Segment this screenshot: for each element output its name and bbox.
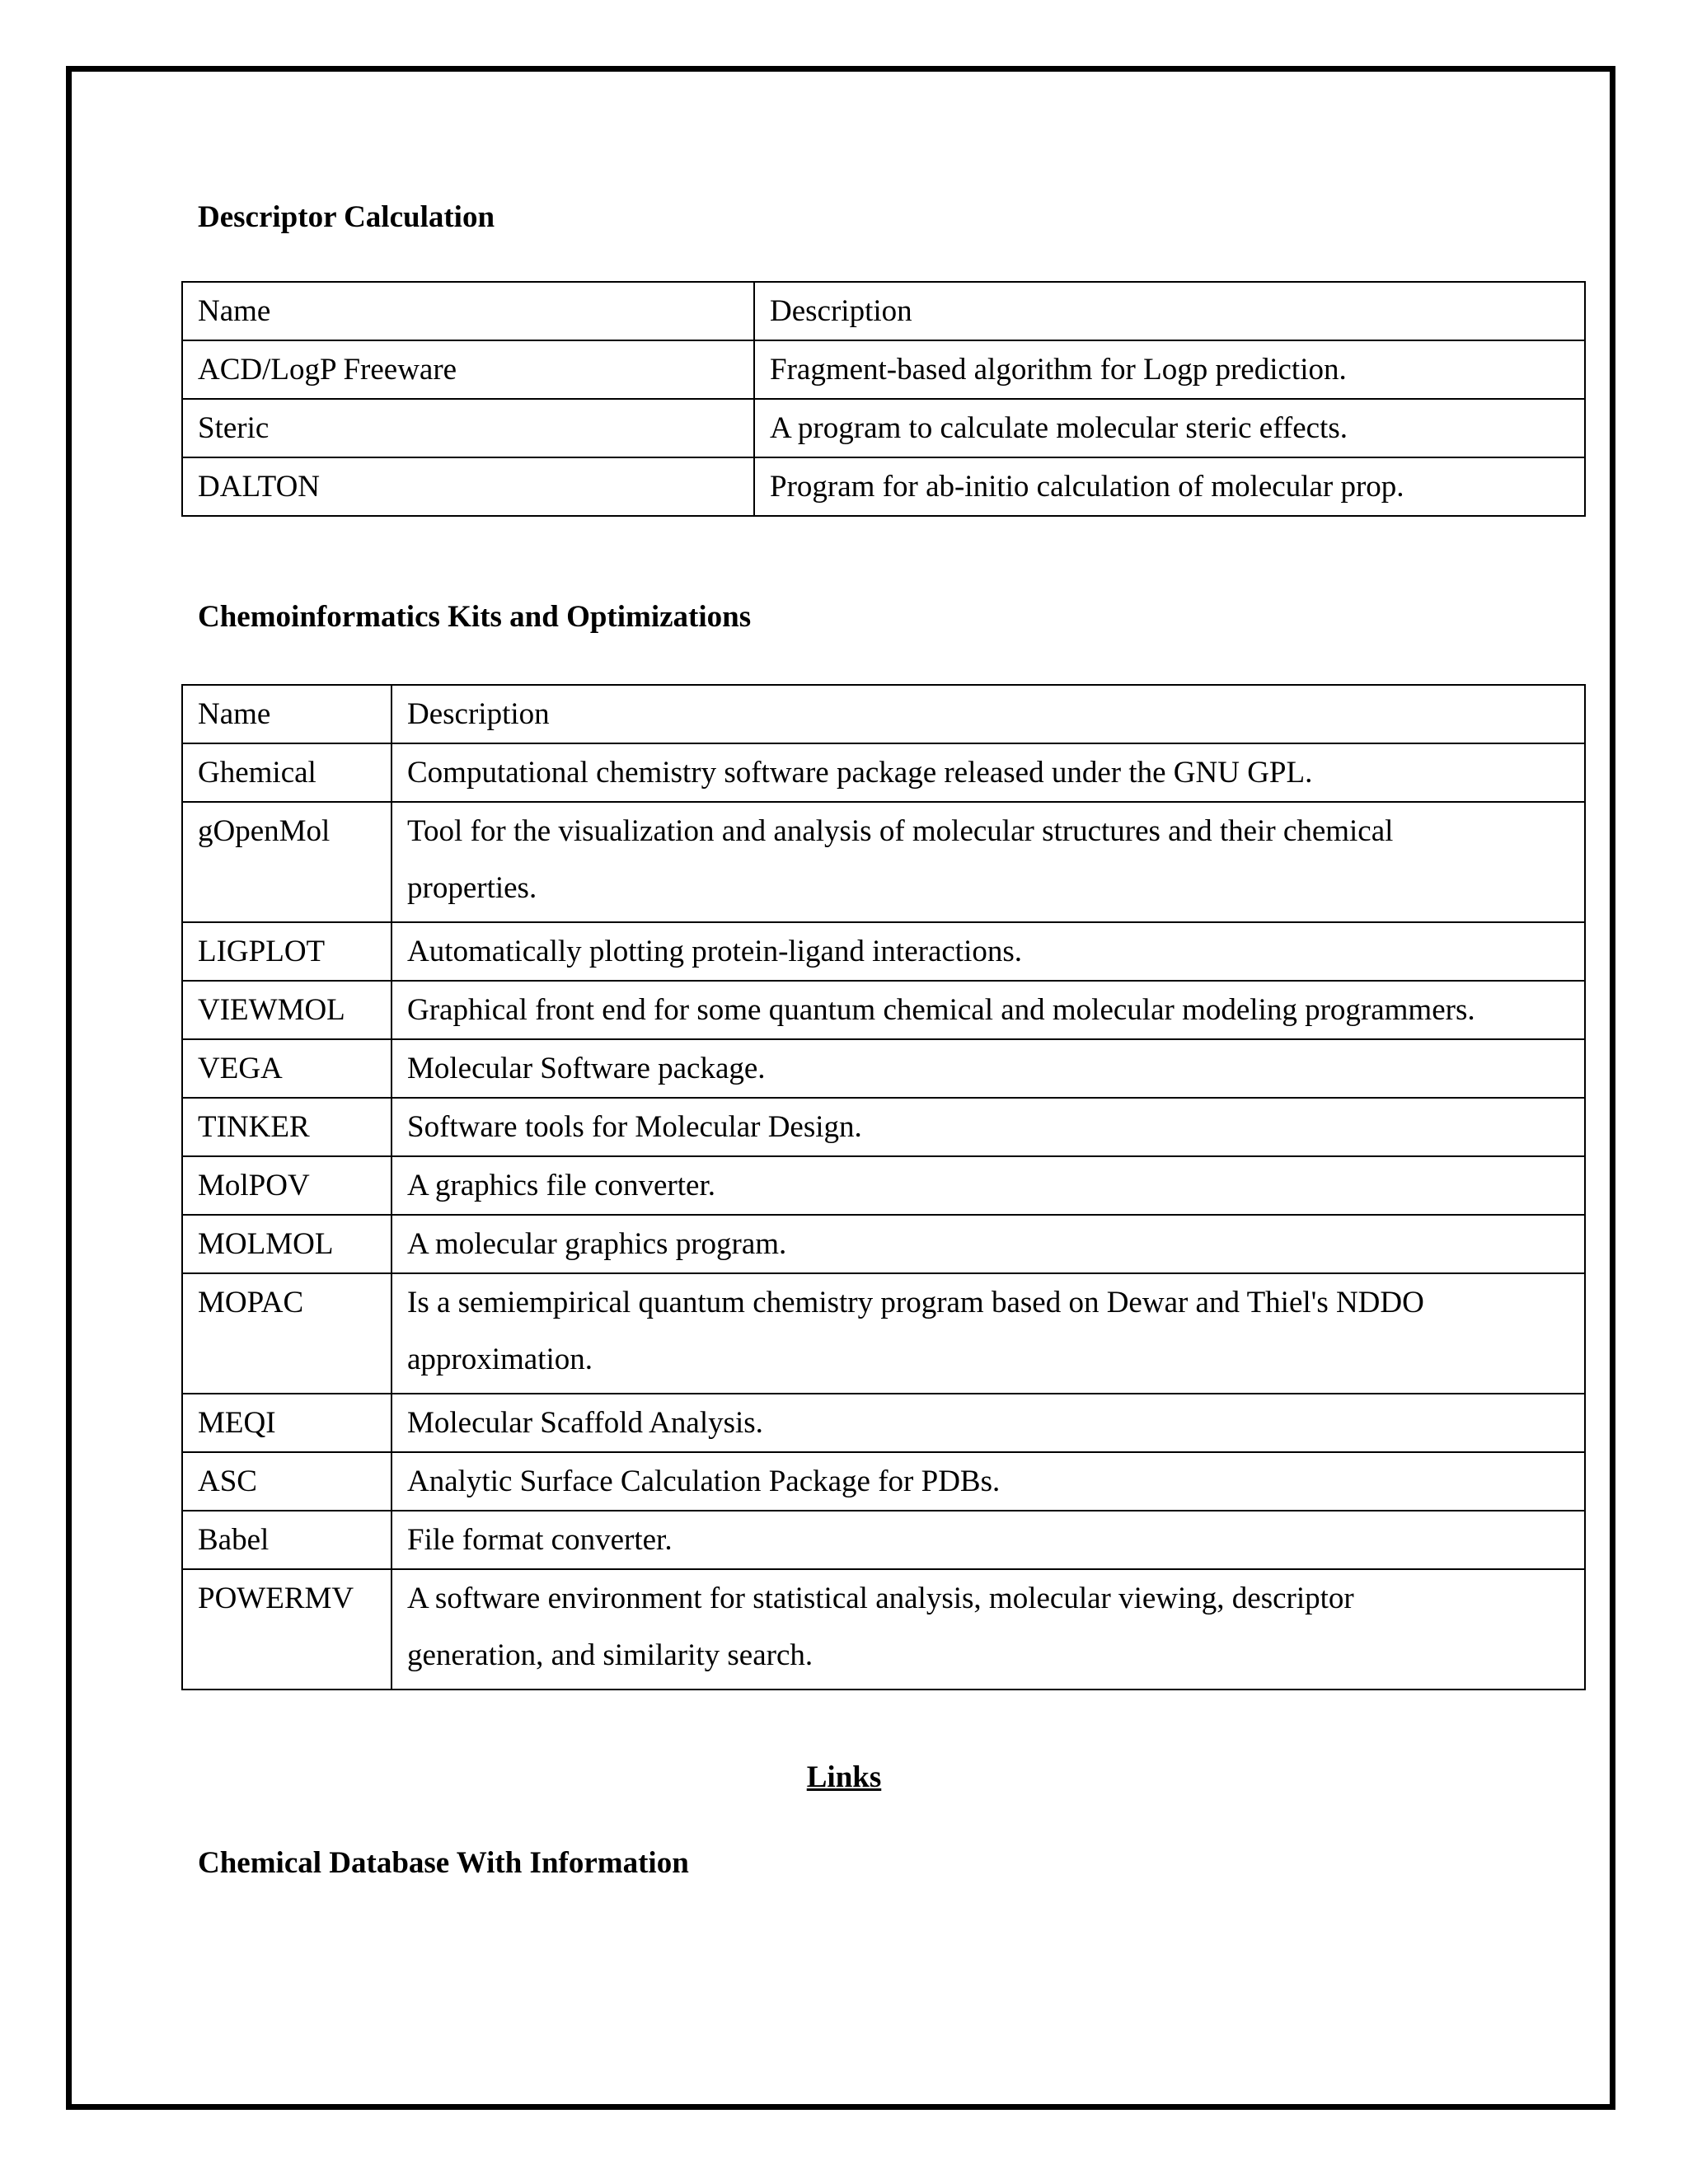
tool-description [392,1273,1585,1394]
tool-name: MEQI [182,1394,392,1452]
table-row [182,340,1585,399]
links-heading: Links [806,1760,882,1794]
tool-name: ASC [182,1452,392,1511]
column-header-description: Description [392,685,1585,743]
tool-name: POWERMV [182,1569,392,1690]
table-row [182,1156,1585,1215]
tool-description [392,802,1585,922]
chemical-database-heading: Chemical Database With Information [198,1846,689,1880]
table-row [182,1039,1585,1098]
tool-description: Software tools for Molecular Design. [392,1098,1585,1156]
tool-description: Molecular Software package. [392,1039,1585,1098]
tool-description: File format converter. [392,1511,1585,1569]
tool-description: A graphics file converter. [392,1156,1585,1215]
tool-name: ACD/LogP Freeware [182,340,754,399]
tool-name: MolPOV [182,1156,392,1215]
column-header-description: Description [754,282,1585,340]
table-row [182,1511,1585,1569]
tool-description: Computational chemistry software package released under the GNU GPL. [392,743,1585,802]
description-line: properties. [407,871,537,905]
table-row [182,802,1585,922]
tool-name: VIEWMOL [182,981,392,1039]
tool-description: A program to calculate molecular steric effects. [754,399,1585,457]
chemoinformatics-kits-heading: Chemoinformatics Kits and Optimizations [198,600,752,634]
tool-description: Program for ab-initio calculation of molecular prop. [754,457,1585,516]
tool-name: Steric [182,399,754,457]
tool-description: Analytic Surface Calculation Package for PDBs. [392,1452,1585,1511]
table-row [182,1452,1585,1511]
tool-name: gOpenMol [182,802,392,922]
description-line: A software environment for statistical analysis, molecular viewing, descriptor [407,1582,1354,1615]
table-row [182,399,1585,457]
chemoinformatics-kits-table [181,684,1586,1690]
description-line: generation, and similarity search. [407,1638,814,1672]
tool-name: Ghemical [182,743,392,802]
tool-name: TINKER [182,1098,392,1156]
tool-name: VEGA [182,1039,392,1098]
table-row [182,1569,1585,1690]
description-line: Is a semiempirical quantum chemistry program based on Dewar and Thiel's NDDO [407,1286,1424,1319]
tool-name: MOLMOL [182,1215,392,1273]
tool-description [392,1569,1585,1690]
descriptor-calculation-table [181,281,1586,517]
descriptor-calculation-heading: Descriptor Calculation [198,200,495,234]
description-line: approximation. [407,1343,593,1376]
table-row [182,981,1585,1039]
table-row [182,1098,1585,1156]
tool-description: Automatically plotting protein-ligand interactions. [392,922,1585,981]
table-row [182,922,1585,981]
column-header-name: Name [182,282,754,340]
table-header-row [182,282,1585,340]
table-row [182,1394,1585,1452]
table-row [182,743,1585,802]
tool-name: LIGPLOT [182,922,392,981]
tool-name: MOPAC [182,1273,392,1394]
table-row [182,1273,1585,1394]
table-header-row [182,685,1585,743]
column-header-name: Name [182,685,392,743]
tool-description: Graphical front end for some quantum chemical and molecular modeling programmers. [392,981,1585,1039]
tool-description: A molecular graphics program. [392,1215,1585,1273]
description-line: Tool for the visualization and analysis of molecular structures and their chemical [407,814,1394,848]
tool-description: Fragment-based algorithm for Logp prediction. [754,340,1585,399]
table-row [182,1215,1585,1273]
tool-name: Babel [182,1511,392,1569]
tool-name: DALTON [182,457,754,516]
tool-description: Molecular Scaffold Analysis. [392,1394,1585,1452]
table-row [182,457,1585,516]
